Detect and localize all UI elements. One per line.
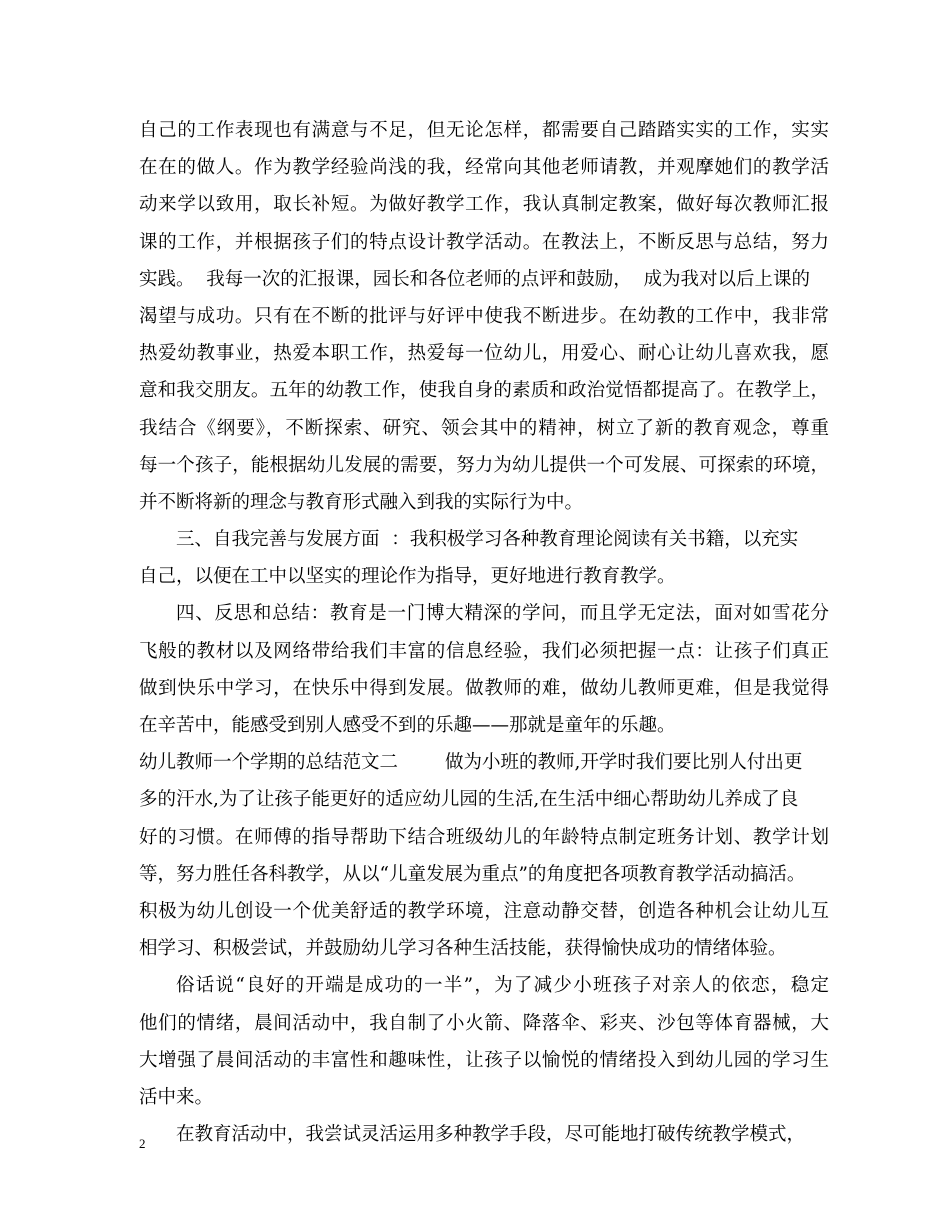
text-line: 每一个孩子，能根据幼儿发展的需要，努力为幼儿提供一个可发展、可探索的环境，	[139, 454, 829, 476]
text-line: 渴望与成功。只有在不断的批评与好评中使我不断进步。在幼教的工作中，我非常	[139, 305, 829, 327]
text-line: 多的汗水,为了让孩子能更好的适应幼儿园的生活,在生活中细心帮助幼儿养成了良	[139, 789, 799, 811]
text-line: 实践。 我每一次的汇报课，园长和各位老师的点评和鼓励， 成为我对以后上课的	[139, 268, 811, 290]
page-number: 2	[139, 1136, 146, 1151]
text-line: 意和我交朋友。五年的幼教工作，使我自身的素质和政治觉悟都提高了。在教学上，	[139, 380, 829, 402]
text-line: 自己的工作表现也有满意与不足，但无论怎样，都需要自己踏踏实实的工作，实实	[139, 120, 829, 141]
text-line: 在在的做人。作为教学经验尚浅的我，经常向其他老师请教，并观摩她们的教学活	[139, 157, 829, 179]
text-line: 幼儿教师一个学期的总结范文二 做为小班的教师,开学时我们要比别人付出更	[139, 752, 803, 774]
text-line: 积极为幼儿创设一个优美舒适的教学环境，注意动静交替，创造各种机会让幼儿互	[139, 900, 829, 922]
text-line: 自己，以便在工中以坚实的理论作为指导，更好地进行教育教学。	[139, 566, 676, 588]
text-line: 飞般的教材以及网络带给我们丰富的信息经验，我们必须把握一点：让孩子们真正	[139, 640, 829, 662]
text-line: 俗话说“良好的开端是成功的一半”，为了减少小班孩子对亲人的依恋，稳定	[176, 975, 829, 997]
text-line: 等，努力胜任各科教学，从以“儿童发展为重点”的角度把各项教育教学活动搞活。	[139, 863, 806, 885]
text-line: 四、反思和总结：教育是一门博大精深的学问，而且学无定法，面对如雪花分	[176, 603, 829, 625]
text-line: 并不断将新的理念与教育形式融入到我的实际行为中。	[139, 491, 584, 513]
text-line: 在教育活动中，我尝试灵活运用多种教学手段，尽可能地打破传统教学模式，	[176, 1124, 806, 1146]
text-line: 大增强了晨间活动的丰富性和趣味性，让孩子以愉悦的情绪投入到幼儿园的学习生	[139, 1049, 829, 1071]
document-body	[139, 112, 829, 1153]
text-line: 他们的情绪，晨间活动中，我自制了小火箭、降落伞、彩夹、沙包等体育器械，大	[139, 1012, 829, 1034]
text-line: 动来学以致用，取长补短。为做好教学工作，我认真制定教案，做好每次教师汇报	[139, 194, 829, 216]
text-line: 做到快乐中学习，在快乐中得到发展。做教师的难，做幼儿教师更难，但是我觉得	[139, 677, 829, 699]
text-line: 课的工作，并根据孩子们的特点设计教学活动。在教法上，不断反思与总结，努力	[139, 231, 829, 253]
text-line: 我结合《纲要》，不断探索、研究、领会其中的精神，树立了新的教育观念，尊重	[139, 417, 829, 439]
text-line: 热爱幼教事业，热爱本职工作，热爱每一位幼儿，用爱心、耐心让幼儿喜欢我，愿	[139, 343, 829, 365]
text-line: 相学习、积极尝试，并鼓励幼儿学习各种生活技能，获得愉快成功的情绪体验。	[139, 938, 787, 960]
text-line: 三、自我完善与发展方面 ：我积极学习各种教育理论阅读有关书籍，以充实	[176, 529, 799, 551]
text-line: 活中来。	[139, 1086, 214, 1108]
text-line: 在辛苦中，能感受到别人感受不到的乐趣——那就是童年的乐趣。	[139, 715, 676, 736]
text-line: 好的习惯。在师傅的指导帮助下结合班级幼儿的年龄特点制定班务计划、教学计划	[139, 826, 829, 848]
